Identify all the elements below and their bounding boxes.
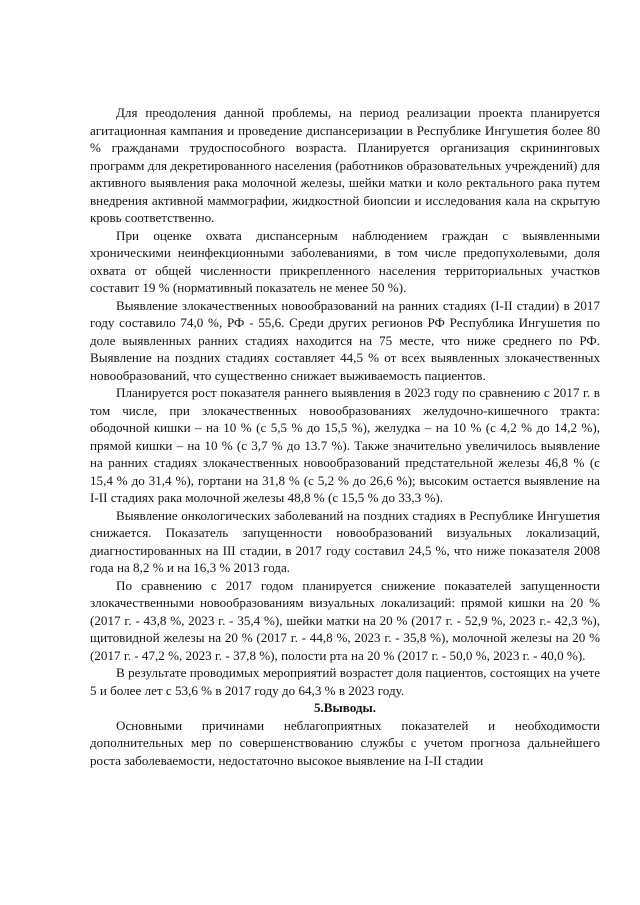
- paragraph-neglect-reduction: По сравнению с 2017 годом планируется снижение показателей запущенности злокачественными новообразованиям визуальных локализаций: прямой кишки на 20 % (2017 г. - 43,8 %, 2023 г. - 35,4 %), шейки матки на 20 % (2017 г. - 52,9 %, 2023 г.- 42,3 %), щитовидной железы на 20 % (2017 г. - 44,8 %, 2023 г. - 35,8 %), молочной железы на 20 % (2017 г. - 47,2 %, 2023 г. - 37,8 %), полости рта на 20 % (2017 г. - 50,0 %, 2023 г. - 40,0 %).: [90, 577, 600, 663]
- section-heading: 5.Выводы.: [313, 700, 377, 715]
- document-page: [90, 104, 600, 769]
- paragraph-dispensary-coverage: При оценке охвата диспансерным наблюдением граждан с выявленными хроническими неинфекционными заболеваниями, в том числе предопухолевыми, доля охвата от общей численности прикрепленного населения территориальных участков составит 19 % (нормативный показатель не менее 50 %).: [90, 227, 600, 295]
- paragraph-campaign: Для преодоления данной проблемы, на период реализации проекта планируется агитационная кампания и проведение диспансеризации в Республике Ингушетия более 80 % гражданами трудоспособного возраста. Планируется организация скрининговых программ для декретированного населения (работников образовательных учреждений) для активного выявления рака молочной железы, шейки матки и коло ректального рака путем внедрения активной маммографии, жидкостной биопсии и исследования кала на скрытую кровь соответственно.: [90, 105, 600, 225]
- paragraph-late-stage: Выявление онкологических заболеваний на поздних стадиях в Республике Ингушетия снижается. Показатель запущенности новообразований визуальных локализаций, диагностированных на III стадии, в 2017 году составил 24,5 %, что ниже показателя 2008 года на 8,2 % и на 16,3 % 2013 года.: [90, 507, 600, 575]
- paragraph-conclusions: Основными причинами неблагоприятных показателей и необходимости дополнительных мер по совершенствованию службы с учетом прогноза дальнейшего роста заболеваемости, недостаточно высокое выявление на I-II стадии: [90, 717, 600, 768]
- paragraph-early-detection: Выявление злокачественных новообразований на ранних стадиях (I-II стадии) в 2017 году составило 74,0 %, РФ - 55,6. Среди других регионов РФ Республика Ингушетия по доле выявленных ранних стадиях находится на 75 месте, что ниже среднего по РФ. Выявление на поздних стадиях составляет 44,5 % от всех выявленных злокачественных новообразований, что существенно снижает выживаемость пациентов.: [90, 297, 600, 383]
- paragraph-planned-growth: Планируется рост показателя раннего выявления в 2023 году по сравнению с 2017 г. в том числе, при злокачественных новообразованиях желудочно-кишечного тракта: ободочной кишки – на 10 % (с 5,5 % до 15,5 %), желудка – на 10 % (с 4,2 % до 14,2 %), прямой кишки – на 10 % (с 3,7 % до 13.7 %). Также значительно увеличилось выявление на ранних стадиях злокачественных новообразований предстательной железы 46,8 % (с 15,4 % до 31,4 %), гортани на 31,8 % (с 5,2 % до 26,6 %); высоким остается выявление на I-II стадиях рака молочной железы 48,8 % (с 15,5 % до 33,3 %).: [90, 385, 600, 505]
- paragraph-results: В результате проводимых мероприятий возрастет доля пациентов, состоящих на учете 5 и более лет с 53,6 % в 2017 году до 64,3 % в 2023 году.: [90, 665, 600, 698]
